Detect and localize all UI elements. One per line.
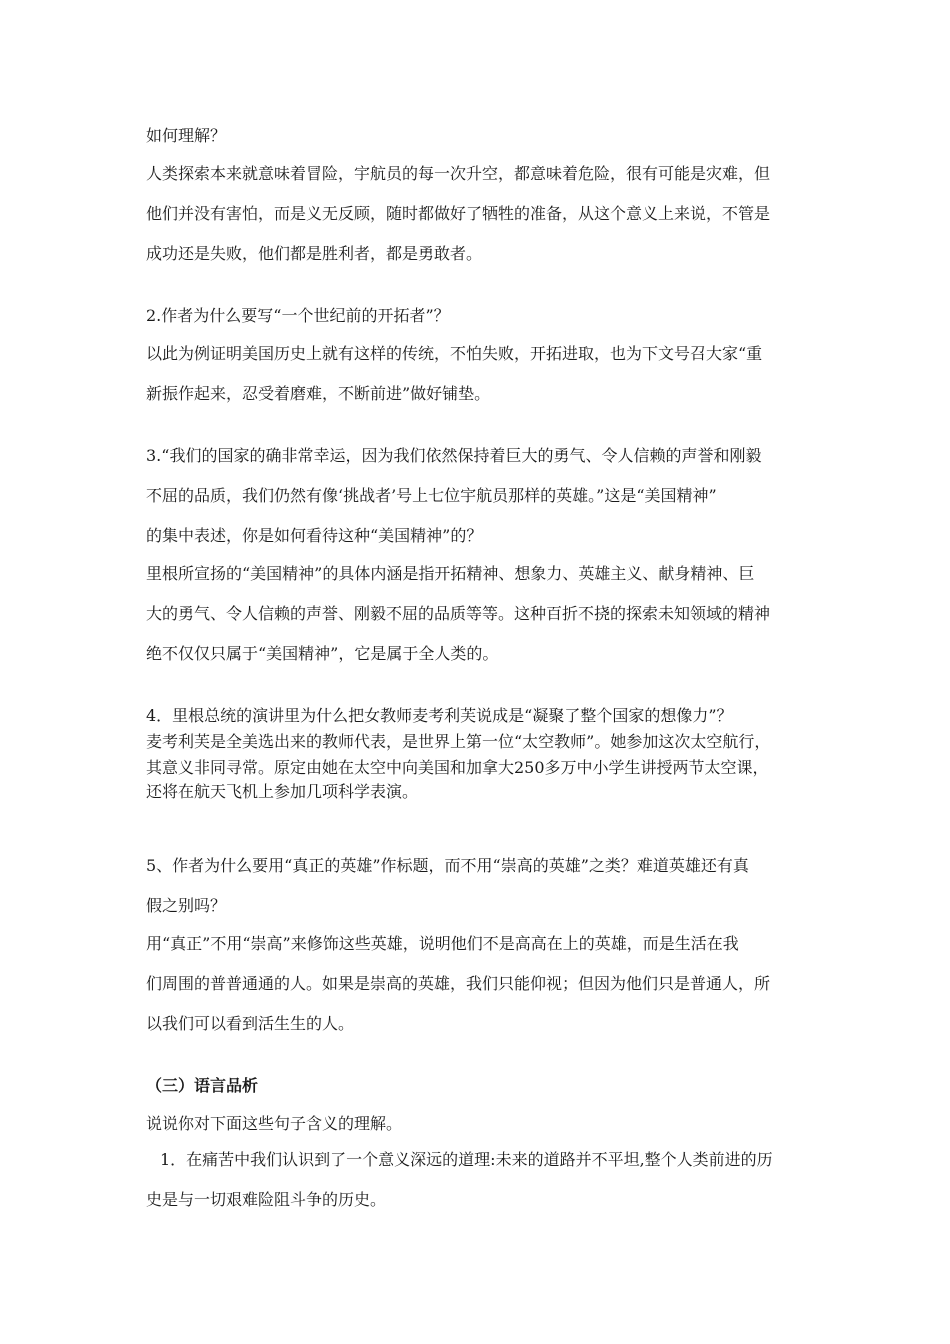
numbered-item: 1．在痛苦中我们认识到了一个意义深远的道理:未来的道路并不平坦,整个人类前进的历 [160,1150,773,1169]
text-line: 不屈的品质，我们仍然有像‘挑战者’号上七位宇航员那样的英雄。”这是“美国精神” [146,486,717,505]
question-heading: 5、作者为什么要用“真正的英雄”作标题，而不用“崇高的英雄”之类？难道英雄还有真 [146,856,749,875]
text-line: 如何理解？ [146,126,227,145]
text-line: 的集中表述，你是如何看待这种“美国精神”的？ [146,526,483,545]
text-line: 麦考利芙是全美选出来的教师代表，是世界上第一位“太空教师”。她参加这次太空航行， [146,732,771,751]
text-line: 大的勇气、令人信赖的声誉、刚毅不屈的品质等等。这种百折不挠的探索未知领域的精神 [146,604,771,623]
text-line: 说说你对下面这些句子含义的理解。 [146,1114,403,1133]
text-line: 里根所宣扬的“美国精神”的具体内涵是指开拓精神、想象力、英雄主义、献身精神、巨 [146,564,755,583]
section-heading: （三）语言品析 [146,1076,259,1095]
text-line: 成功还是失败，他们都是胜利者，都是勇敢者。 [146,244,483,263]
text-line: 还将在航天飞机上参加几项科学表演。 [146,782,419,801]
text-line: 他们并没有害怕，而是义无反顾，随时都做好了牺牲的准备，从这个意义上来说，不管是 [146,204,771,223]
text-line: 其意义非同寻常。原定由她在太空中向美国和加拿大250多万中小学生讲授两节太空课， [146,758,769,777]
text-line: 们周围的普普通通的人。如果是崇高的英雄，我们只能仰视；但因为他们只是普通人，所 [146,974,771,993]
question-heading: 3.“我们的国家的确非常幸运，因为我们依然保持着巨大的勇气、令人信赖的声誉和刚毅 [146,446,762,465]
text-line: 人类探索本来就意味着冒险，宇航员的每一次升空，都意味着危险，很有可能是灾难，但 [146,164,771,183]
question-heading: 2.作者为什么要写“一个世纪前的开拓者”？ [146,306,450,325]
question-heading: 4．里根总统的演讲里为什么把女教师麦考利芙说成是“凝聚了整个国家的想像力”？ [146,706,733,725]
text-line: 史是与一切艰难险阻斗争的历史。 [146,1190,387,1209]
text-line: 用“真正”不用“崇高”来修饰这些英雄，说明他们不是高高在上的英雄，而是生活在我 [146,934,739,953]
text-line: 以此为例证明美国历史上就有这样的传统，不怕失败，开拓进取，也为下文号召大家“重 [146,344,763,363]
text-line: 绝不仅仅只属于“美国精神”，它是属于全人类的。 [146,644,499,663]
text-line: 假之别吗？ [146,896,227,915]
text-line: 以我们可以看到活生生的人。 [146,1014,355,1033]
text-line: 新振作起来，忍受着磨难，不断前进”做好铺垫。 [146,384,491,403]
